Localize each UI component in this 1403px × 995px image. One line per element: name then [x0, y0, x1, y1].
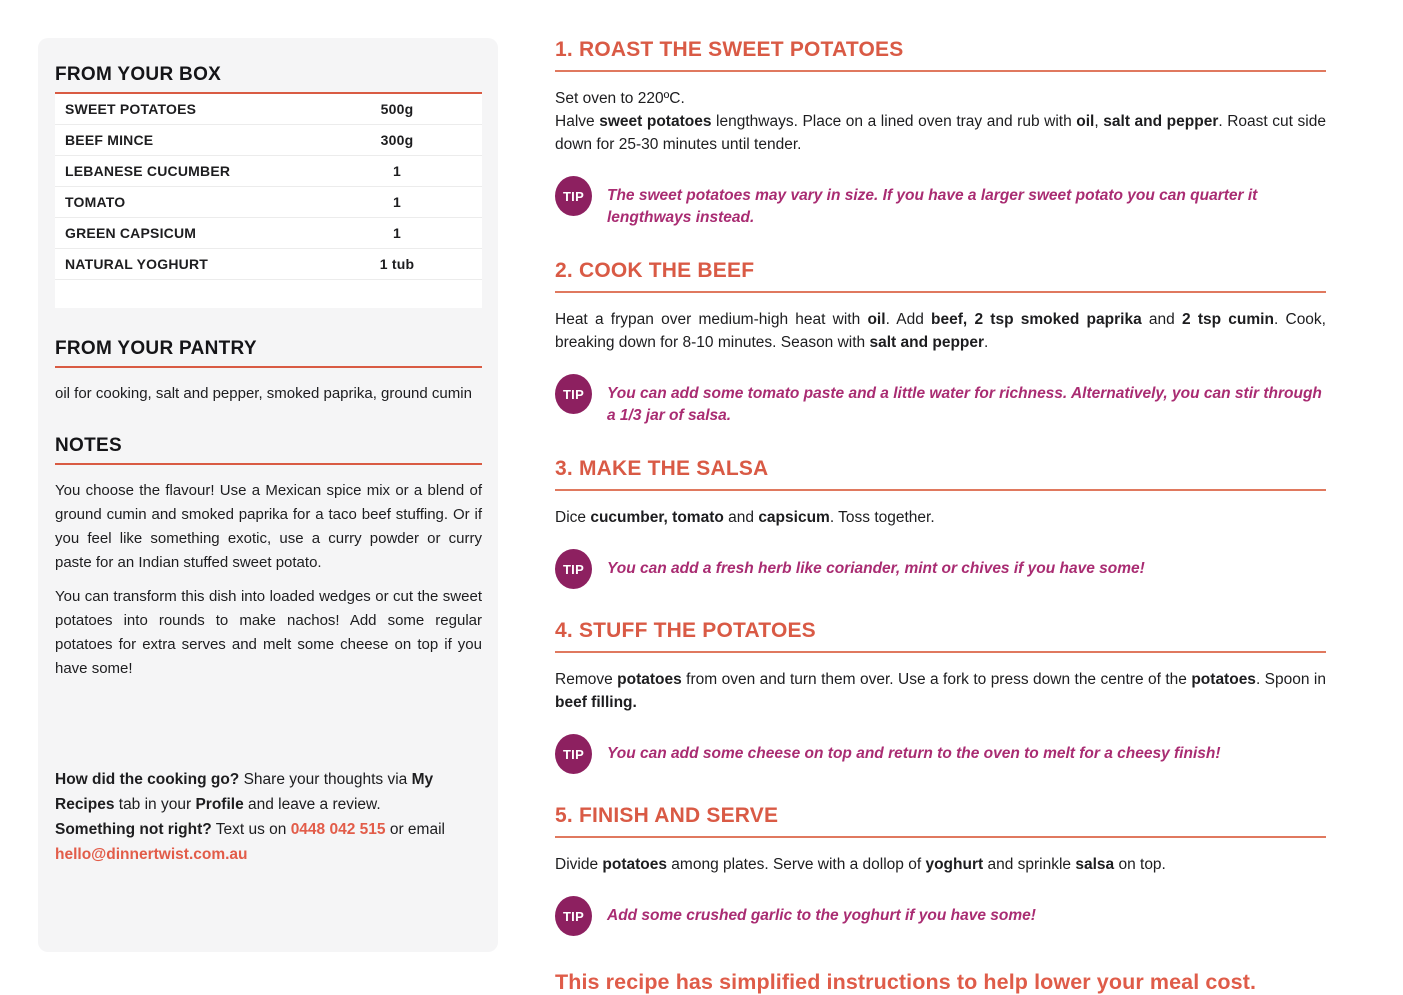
text-segment: Dice — [555, 509, 591, 526]
step-3 — [555, 457, 1326, 589]
text-segment: Set oven to 220ºC. — [555, 90, 685, 107]
text-segment: Halve — [555, 113, 600, 130]
text-segment: . Cook, breaking down for 8-10 minutes. Season with — [555, 311, 1326, 351]
ingredient-qty: 300g — [380, 132, 414, 148]
text-segment: , — [1094, 113, 1104, 130]
from-your-pantry-rule — [55, 366, 482, 368]
text-segment: oil — [1076, 113, 1095, 130]
text-segment: potatoes — [602, 856, 667, 873]
text-segment: beef filling. — [555, 694, 637, 711]
ingredient-name: TOMATO — [65, 194, 126, 210]
text-segment: sweet potatoes — [599, 113, 712, 130]
contact-line — [55, 817, 482, 867]
text-segment: from oven and turn them over. Use a fork to press down the centre of the — [681, 671, 1192, 688]
text-segment: Profile — [195, 796, 244, 813]
step-4-title: 4. STUFF THE POTATOES — [555, 619, 816, 642]
step-2-tip — [555, 374, 1326, 427]
text-segment: salt and pepper — [1103, 113, 1219, 130]
tip-badge-icon: TIP — [555, 374, 592, 414]
step-3-tip — [555, 549, 1326, 589]
text-segment: beef, 2 tsp smoked paprika — [931, 311, 1142, 328]
text-segment: potatoes — [617, 671, 682, 688]
step-1-tip — [555, 176, 1326, 229]
step-2-rule — [555, 291, 1326, 293]
text-segment: and leave a review. — [243, 796, 381, 813]
step-1-body — [555, 87, 1326, 110]
step-2 — [555, 259, 1326, 427]
step-5 — [555, 804, 1326, 936]
text-segment: . Add — [885, 311, 932, 328]
table-row — [55, 156, 482, 187]
text-segment: . Toss together. — [829, 509, 935, 526]
contact-link[interactable]: 0448 042 515 — [290, 821, 386, 838]
ingredient-name: NATURAL YOGHURT — [65, 256, 208, 272]
text-segment: potatoes — [1191, 671, 1256, 688]
tip-badge-icon: TIP — [555, 896, 592, 936]
feedback-line — [55, 767, 482, 817]
text-segment: 2 tsp cumin — [1182, 311, 1274, 328]
tip-badge-icon: TIP — [555, 549, 592, 589]
ingredient-name: GREEN CAPSICUM — [65, 225, 197, 241]
ingredient-qty: 1 — [393, 163, 401, 179]
text-segment: . — [984, 334, 989, 351]
tip-text: You can add a fresh herb like coriander, mint or chives if you have some! — [607, 560, 1145, 577]
ingredient-qty: 1 — [393, 225, 401, 241]
step-5-body — [555, 853, 1326, 876]
text-segment: lengthways. Place on a lined oven tray and rub with — [711, 113, 1077, 130]
tip-text: You can add some cheese on top and return to the oven to melt for a cheesy finish! — [607, 745, 1221, 762]
text-segment: among plates. Serve with a dollop of — [666, 856, 926, 873]
from-your-box-title: FROM YOUR BOX — [55, 64, 222, 85]
from-your-pantry-title: FROM YOUR PANTRY — [55, 338, 257, 359]
closing-note: This recipe has simplified instructions to help lower your meal cost. — [555, 970, 1257, 994]
step-5-title: 5. FINISH AND SERVE — [555, 804, 779, 827]
step-2-body — [555, 308, 1326, 354]
tip-text: Add some crushed garlic to the yoghurt if you have some! — [607, 907, 1036, 924]
pantry-section — [55, 338, 482, 405]
contact-link[interactable]: hello@dinnertwist.com.au — [55, 846, 248, 863]
table-row — [55, 218, 482, 249]
text-segment: Share your thoughts via — [239, 771, 412, 788]
tip-text: You can add some tomato paste and a little water for richness. Alternatively, you can stir through a 1/3 jar of salsa. — [607, 385, 1322, 424]
text-segment: cucumber, tomato — [590, 509, 724, 526]
notes-paragraph: You can transform this dish into loaded wedges or cut the sweet potatoes into rounds to make nachos! Add some regular potatoes for extra serves and melt some cheese on top if you have some! — [55, 588, 482, 677]
ingredient-qty: 1 — [393, 194, 401, 210]
text-segment: and — [723, 509, 759, 526]
text-segment: Heat a frypan over medium-high heat with — [555, 311, 868, 328]
step-4-rule — [555, 651, 1326, 653]
instructions-column — [555, 38, 1326, 995]
ingredient-qty: 500g — [380, 101, 414, 117]
step-1 — [555, 38, 1326, 229]
text-segment: and sprinkle — [983, 856, 1076, 873]
tip-badge-icon: TIP — [555, 176, 592, 216]
text-segment: oil — [867, 311, 886, 328]
notes-title: NOTES — [55, 435, 122, 456]
tip-text: The sweet potatoes may vary in size. If you have a larger sweet potato you can quarter it lengthways instead. — [607, 187, 1258, 226]
text-segment: tab in your — [114, 796, 196, 813]
feedback-footer — [55, 767, 482, 867]
table-row — [55, 249, 482, 280]
step-3-title: 3. MAKE THE SALSA — [555, 457, 769, 480]
notes-rule — [55, 463, 482, 465]
table-row — [55, 125, 482, 156]
text-segment: capsicum — [758, 509, 830, 526]
text-segment: or email — [385, 821, 445, 838]
table-row-empty — [55, 280, 482, 308]
notes-paragraph: You choose the flavour! Use a Mexican spice mix or a blend of ground cumin and smoked paprika for a taco beef stuffing. Or if you feel like something exotic, use a curry powder or curry paste for an Indian stuffed sweet potato. — [55, 482, 482, 571]
notes-section — [55, 435, 482, 681]
step-3-body — [555, 506, 1326, 529]
ingredient-qty: 1 tub — [379, 256, 415, 272]
text-segment: Divide — [555, 856, 603, 873]
tip-badge-icon: TIP — [555, 734, 592, 774]
step-5-tip — [555, 896, 1326, 936]
text-segment: My Recipes — [55, 771, 434, 813]
pantry-text: oil for cooking, salt and pepper, smoked paprika, ground cumin — [55, 385, 472, 402]
text-segment: . Roast cut side down for 25-30 minutes until tender. — [555, 113, 1326, 153]
text-segment: and — [1141, 311, 1182, 328]
text-segment: on top. — [1114, 856, 1166, 873]
text-segment: How did the cooking go? — [55, 771, 240, 788]
step-3-rule — [555, 489, 1326, 491]
table-row — [55, 187, 482, 218]
step-1-rule — [555, 70, 1326, 72]
ingredient-name: SWEET POTATOES — [65, 101, 197, 117]
step-1-title: 1. ROAST THE SWEET POTATOES — [555, 38, 904, 61]
text-segment: . Spoon in — [1255, 671, 1326, 688]
step-2-title: 2. COOK THE BEEF — [555, 259, 755, 282]
text-segment: Remove — [555, 671, 618, 688]
table-row — [55, 94, 482, 125]
step-5-rule — [555, 836, 1326, 838]
step-4 — [555, 619, 1326, 774]
step-1-body — [555, 110, 1326, 156]
text-segment: salt and pepper — [869, 334, 985, 351]
sidebar-panel — [38, 38, 498, 952]
ingredient-name: BEEF MINCE — [65, 132, 154, 148]
text-segment: Something not right? — [55, 821, 212, 838]
text-segment: Text us on — [211, 821, 291, 838]
ingredient-name: LEBANESE CUCUMBER — [65, 163, 231, 179]
ingredients-table — [55, 94, 482, 308]
text-segment: salsa — [1075, 856, 1115, 873]
step-4-tip — [555, 734, 1326, 774]
step-4-body — [555, 668, 1326, 714]
text-segment: yoghurt — [925, 856, 984, 873]
